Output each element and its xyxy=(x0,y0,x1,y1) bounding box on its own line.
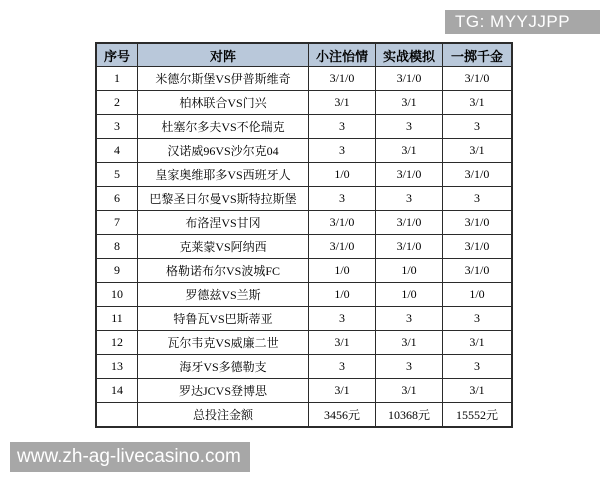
pick-cell: 1/0 xyxy=(309,283,376,307)
pick-cell: 3/1/0 xyxy=(376,67,443,91)
pick-cell: 3/1 xyxy=(376,139,443,163)
row-number-cell: 3 xyxy=(96,115,138,139)
match-cell: 米德尔斯堡VS伊普斯维奇 xyxy=(138,67,309,91)
match-cell: 杜塞尔多夫VS不伦瑞克 xyxy=(138,115,309,139)
table-row xyxy=(96,163,512,187)
pick-cell: 3 xyxy=(376,115,443,139)
match-cell: 海牙VS多德勒支 xyxy=(138,355,309,379)
pick-cell: 3/1/0 xyxy=(376,211,443,235)
pick-cell: 3/1 xyxy=(376,91,443,115)
row-number-cell: 9 xyxy=(96,259,138,283)
pick-cell: 1/0 xyxy=(376,259,443,283)
pick-cell: 3/1/0 xyxy=(443,235,513,259)
match-cell: 罗达JCVS登博思 xyxy=(138,379,309,403)
row-number-cell: 10 xyxy=(96,283,138,307)
table-row xyxy=(96,67,512,91)
row-number-cell: 2 xyxy=(96,91,138,115)
pick-cell: 3/1 xyxy=(443,331,513,355)
row-number-cell: 14 xyxy=(96,379,138,403)
pick-cell: 3 xyxy=(309,307,376,331)
table-row xyxy=(96,91,512,115)
telegram-badge: TG: MYYJJPP xyxy=(445,10,600,34)
pick-cell: 3/1/0 xyxy=(309,67,376,91)
total-label-cell: 总投注金额 xyxy=(138,403,309,428)
column-header: 对阵 xyxy=(138,43,309,67)
column-header: 序号 xyxy=(96,43,138,67)
table-row xyxy=(96,355,512,379)
match-cell: 格勒诺布尔VS波城FC xyxy=(138,259,309,283)
match-cell: 柏林联合VS门兴 xyxy=(138,91,309,115)
match-cell: 瓦尔韦克VS威廉二世 xyxy=(138,331,309,355)
pick-cell: 3 xyxy=(443,307,513,331)
match-cell: 罗德兹VS兰斯 xyxy=(138,283,309,307)
pick-cell: 3/1/0 xyxy=(376,163,443,187)
row-number-cell: 4 xyxy=(96,139,138,163)
pick-cell: 3 xyxy=(443,355,513,379)
match-cell: 克莱蒙VS阿纳西 xyxy=(138,235,309,259)
pick-cell: 3/1 xyxy=(443,91,513,115)
pick-cell: 1/0 xyxy=(443,283,513,307)
match-cell: 皇家奥维耶多VS西班牙人 xyxy=(138,163,309,187)
table-row xyxy=(96,139,512,163)
row-number-cell: 12 xyxy=(96,331,138,355)
website-watermark: www.zh-ag-livecasino.com xyxy=(10,442,250,472)
match-cell: 汉诺威96VS沙尔克04 xyxy=(138,139,309,163)
table-footer-row xyxy=(96,403,512,428)
table-header-row xyxy=(96,43,512,67)
row-number-cell: 7 xyxy=(96,211,138,235)
column-header: 一掷千金 xyxy=(443,43,513,67)
pick-cell: 3/1 xyxy=(309,331,376,355)
pick-cell: 1/0 xyxy=(309,163,376,187)
betting-tips-table xyxy=(95,42,513,428)
pick-cell: 1/0 xyxy=(376,283,443,307)
pick-cell: 3/1/0 xyxy=(309,211,376,235)
pick-cell: 3 xyxy=(309,187,376,211)
pick-cell: 3/1 xyxy=(376,379,443,403)
pick-cell: 1/0 xyxy=(309,259,376,283)
table-row xyxy=(96,259,512,283)
match-cell: 巴黎圣日尔曼VS斯特拉斯堡 xyxy=(138,187,309,211)
table-row xyxy=(96,331,512,355)
table-row xyxy=(96,379,512,403)
total-amount-cell: 3456元 xyxy=(309,403,376,428)
row-number-cell: 11 xyxy=(96,307,138,331)
pick-cell: 3/1/0 xyxy=(443,259,513,283)
pick-cell: 3 xyxy=(309,139,376,163)
column-header: 小注怡情 xyxy=(309,43,376,67)
pick-cell: 3/1/0 xyxy=(309,235,376,259)
table-row xyxy=(96,283,512,307)
pick-cell: 3 xyxy=(443,115,513,139)
pick-cell: 3/1 xyxy=(309,91,376,115)
table-row xyxy=(96,115,512,139)
pick-cell: 3/1 xyxy=(309,379,376,403)
pick-cell: 3 xyxy=(309,355,376,379)
total-amount-cell: 10368元 xyxy=(376,403,443,428)
row-number-cell: 8 xyxy=(96,235,138,259)
pick-cell: 3/1/0 xyxy=(443,163,513,187)
pick-cell: 3/1/0 xyxy=(443,211,513,235)
pick-cell: 3 xyxy=(443,187,513,211)
column-header: 实战模拟 xyxy=(376,43,443,67)
pick-cell: 3 xyxy=(376,307,443,331)
pick-cell: 3/1/0 xyxy=(376,235,443,259)
table-row xyxy=(96,307,512,331)
total-amount-cell xyxy=(96,403,138,428)
row-number-cell: 13 xyxy=(96,355,138,379)
row-number-cell: 6 xyxy=(96,187,138,211)
pick-cell: 3/1/0 xyxy=(443,67,513,91)
pick-cell: 3/1 xyxy=(443,139,513,163)
row-number-cell: 5 xyxy=(96,163,138,187)
table-row xyxy=(96,211,512,235)
pick-cell: 3/1 xyxy=(443,379,513,403)
table-row xyxy=(96,187,512,211)
pick-cell: 3/1 xyxy=(376,331,443,355)
pick-cell: 3 xyxy=(376,355,443,379)
row-number-cell: 1 xyxy=(96,67,138,91)
match-cell: 布洛涅VS甘冈 xyxy=(138,211,309,235)
total-amount-cell: 15552元 xyxy=(443,403,513,428)
pick-cell: 3 xyxy=(376,187,443,211)
pick-cell: 3 xyxy=(309,115,376,139)
table-row xyxy=(96,235,512,259)
match-cell: 特鲁瓦VS巴斯蒂亚 xyxy=(138,307,309,331)
